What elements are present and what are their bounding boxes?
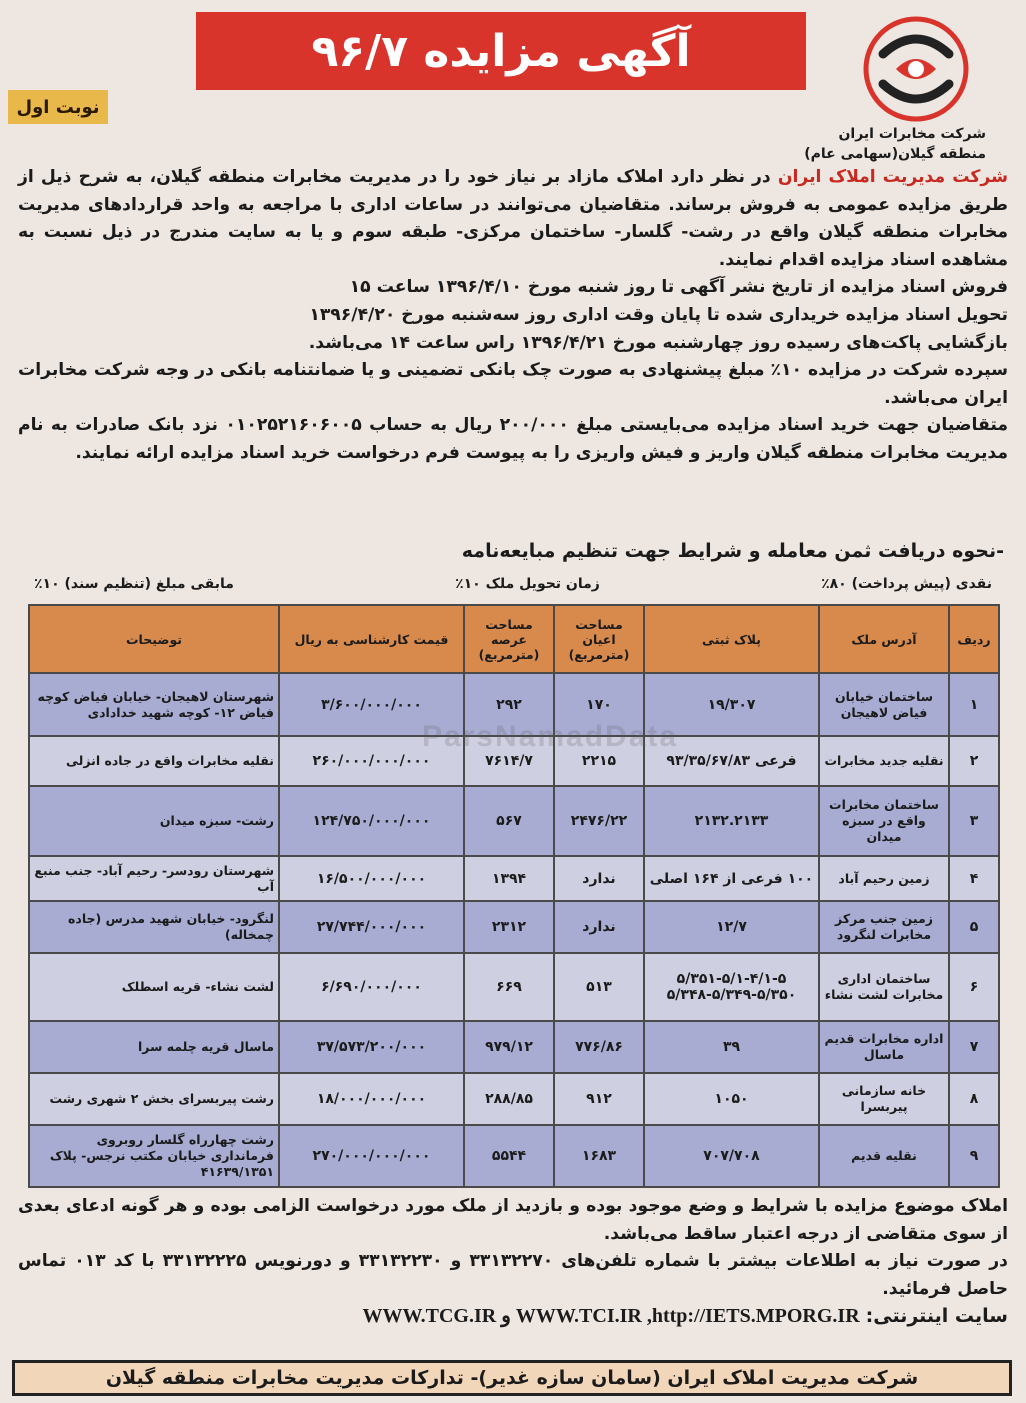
header-cell: آدرس ملک [819,605,949,673]
deposit-terms: سپرده شرکت در مزایده ۱۰٪ مبلغ پیشنهادی به صورت چک بانکی تضمینی و یا ضمانتنامه بانکی در وجه شرکت مخابرات ایران می‌باشد. [18,360,1008,408]
term-delivery: زمان تحویل ملک ۱۰٪ [455,576,600,592]
property-address: اداره مخابرات قدیم ماسال [819,1021,949,1073]
company-highlight: شرکت مدیریت املاک ایران [777,167,1009,187]
property-address: نقلیه جدید مخابرات [819,736,949,786]
registry-plate: ۱۲/۷ [644,901,819,953]
description: ماسال قریه چلمه سرا [29,1021,279,1073]
expert-price: ۳۷/۵۷۳/۲۰۰/۰۰۰ [279,1021,464,1073]
header-cell: قیمت کارشناسی به ریال [279,605,464,673]
company-region: منطقه گیلان(سهامی عام) [804,146,986,162]
property-address: ساختمان اداری مخابرات لشت نشاء [819,953,949,1021]
issuer-banner: شرکت مدیریت املاک ایران (سامان سازه غدیر)- تدارکات مدیریت مخابرات منطقه گیلان [12,1360,1012,1396]
registry-plate: ۱۹/۳۰۷ [644,673,819,736]
table-row [29,1021,999,1073]
building-area: ۹۱۲ [554,1073,644,1125]
property-address: نقلیه قدیم [819,1125,949,1187]
property-address: زمین جنب مرکز مخابرات لنگرود [819,901,949,953]
round-badge: نوبت اول [8,90,108,124]
building-area: ۱۶۸۳ [554,1125,644,1187]
table-row [29,856,999,901]
header-cell: مساحت عرصه (مترمربع) [464,605,554,673]
intro-text [18,164,1008,468]
tci-logo-icon [861,14,971,124]
payment-terms [34,576,992,598]
intro-paragraph-1-rest: در نظر دارد املاک مازاد بر نیاز خود را در مدیریت مخابرات منطقه گیلان، به شرح ذیل از طریق مزایده عمومی به فروش برساند. متقاضیان می‌توانند در ساعات اداری با مراجعه به واحد قراردادهای مدیریت مخابرات منطقه گیلان واقع در رشت- گلسار- ساختمان مرکزی- طبقه سوم و یا به سایت مندرج در ذیل نسبت به مشاهده اسناد مزایده اقدام نمایند. [18,167,1008,270]
term-remaining: مابقی مبلغ (تنظیم سند) ۱۰٪ [34,576,234,592]
table-row [29,901,999,953]
intro-paragraph-1 [18,164,1008,274]
ad-title: آگهی مزایده ۹۶/۷ [196,12,806,90]
table-row [29,786,999,856]
header-cell: پلاک ثبتی [644,605,819,673]
registry-plate: ۵/۳۵۱-۵/۱-۴/۱-۵ ۵/۳۴۸-۵/۳۴۹-۵/۳۵۰ [644,953,819,1021]
land-area: ۵۵۴۴ [464,1125,554,1187]
land-area: ۵۶۷ [464,786,554,856]
registry-plate: ۲۱۳۲.۲۱۳۳ [644,786,819,856]
row-number: ۴ [949,856,999,901]
expert-price: ۶/۶۹۰/۰۰۰/۰۰۰ [279,953,464,1021]
row-number: ۲ [949,736,999,786]
term-cash: نقدی (پیش پرداخت) ۸۰٪ [821,576,992,592]
row-number: ۶ [949,953,999,1021]
building-area: ۷۷۶/۸۶ [554,1021,644,1073]
building-area: ۲۲۱۵ [554,736,644,786]
company-logo-block [804,14,986,164]
opening-date: بازگشایی پاکت‌های رسیده روز چهارشنبه مورخ ۱۳۹۶/۴/۲۱ راس ساعت ۱۴ می‌باشد. [308,332,1008,353]
registry-plate: ۱۰۵۰ [644,1073,819,1125]
expert-price: ۱۸/۰۰۰/۰۰۰/۰۰۰ [279,1073,464,1125]
registry-plate: ۷۰۷/۷۰۸ [644,1125,819,1187]
registry-plate: فرعی ۹۳/۳۵/۶۷/۸۳ [644,736,819,786]
building-area: ندارد [554,856,644,901]
row-number: ۱ [949,673,999,736]
properties-table [28,604,1000,1188]
watermark: ParsNamadData [421,720,679,753]
sale-period: فروش اسناد مزایده از تاریخ نشر آگهی تا روز شنبه مورخ ۱۳۹۶/۴/۱۰ ساعت ۱۵ [349,277,1008,298]
description: رشت- سبزه میدان [29,786,279,856]
expert-price: ۲۶۰/۰۰۰/۰۰۰/۰۰۰ [279,736,464,786]
description: رشت چهارراه گلسار روبروی فرمانداری خیابان مکتب نرجس- پلاک ۴۱۶۳۹/۱۳۵۱ [29,1125,279,1187]
table-header-row [29,605,999,673]
description: لشت نشاء- قریه اسطلک [29,953,279,1021]
building-area: ۱۷۰ [554,673,644,736]
expert-price: ۱۶/۵۰۰/۰۰۰/۰۰۰ [279,856,464,901]
table-row [29,1125,999,1187]
building-area: ندارد [554,901,644,953]
table-row [29,953,999,1021]
submission-deadline: تحویل اسناد مزایده خریداری شده تا پایان وقت اداری روز سه‌شنبه مورخ ۱۳۹۶/۴/۲۰ [309,304,1008,325]
land-area: ۲۹۲ [464,673,554,736]
expert-price: ۲۷۰/۰۰۰/۰۰۰/۰۰۰ [279,1125,464,1187]
land-area: ۱۳۹۴ [464,856,554,901]
registry-plate: ۳۹ [644,1021,819,1073]
building-area: ۵۱۳ [554,953,644,1021]
header-cell: مساحت اعیان (مترمربع) [554,605,644,673]
description: شهرستان لاهیجان- خیابان فیاض کوچه فیاض ۱۲- کوچه شهید خدادادی [29,673,279,736]
row-number: ۸ [949,1073,999,1125]
row-number: ۵ [949,901,999,953]
description: نقلیه مخابرات واقع در جاده انزلی [29,736,279,786]
purchase-instructions: متقاضیان جهت خرید اسناد مزایده می‌بایستی مبلغ ۲۰۰/۰۰۰ ریال به حساب ۰۱۰۲۵۲۱۶۰۶۰۰۵ نزد بانک صادرات به نام مدیریت مخابرات منطقه گیلان واریز و فیش واریزی را به پیوست فرم درخواست خرید اسناد مزایده ارائه نمایند. [18,415,1008,463]
land-area: ۶۶۹ [464,953,554,1021]
contact-info: در صورت نیاز به اطلاعات بیشتر با شماره تلفن‌های ۳۳۱۳۲۲۷۰ و ۳۳۱۳۲۲۳۰ و دورنویس ۳۳۱۳۲۲۲۵ با کد ۰۱۳ تماس حاصل فرمائید. [18,1251,1008,1299]
header-cell: ردیف [949,605,999,673]
expert-price: ۳/۶۰۰/۰۰۰/۰۰۰ [279,673,464,736]
conditions-title: -نحوه دریافت ثمن معامله و شرایط جهت تنظیم مبایعه‌نامه [461,540,1004,562]
row-number: ۷ [949,1021,999,1073]
header-cell: توضیحات [29,605,279,673]
expert-price: ۲۷/۷۴۴/۰۰۰/۰۰۰ [279,901,464,953]
property-address: ساختمان خیابان فیاض لاهیجان [819,673,949,736]
description: رشت پیربسرای بخش ۲ شهری رشت [29,1073,279,1125]
description: شهرستان رودسر- رحیم آباد- جنب منبع آب [29,856,279,901]
website-links[interactable]: WWW.TCG.IR و WWW.TCI.IR ,http://IETS.MPORG.IR [362,1305,860,1327]
land-area: ۲۸۸/۸۵ [464,1073,554,1125]
property-address: ساختمان مخابرات واقع در سبزه میدان [819,786,949,856]
website-row [18,1303,1008,1332]
condition-note: املاک موضوع مزایده با شرایط و وضع موجود بوده و بازدید از ملک مورد درخواست الزامی بوده و هر گونه ادعای بعدی از سوی متقاضی از درجه اعتبار ساقط می‌باشد. [18,1196,1008,1244]
description: لنگرود- خیابان شهید مدرس (جاده چمخاله) [29,901,279,953]
land-area: ۹۷۹/۱۲ [464,1021,554,1073]
property-address: زمین رحیم آباد [819,856,949,901]
land-area: ۷۶۱۴/۷ [464,736,554,786]
building-area: ۲۴۷۶/۲۲ [554,786,644,856]
land-area: ۲۳۱۲ [464,901,554,953]
row-number: ۳ [949,786,999,856]
table-row [29,1073,999,1125]
footer-text [18,1193,1008,1332]
website-label: سایت اینترنتی: [865,1305,1008,1327]
company-name: شرکت مخابرات ایران [838,126,986,142]
expert-price: ۱۲۴/۷۵۰/۰۰۰/۰۰۰ [279,786,464,856]
row-number: ۹ [949,1125,999,1187]
property-address: خانه سازمانی پیربسرا [819,1073,949,1125]
registry-plate: ۱۰۰ فرعی از ۱۶۴ اصلی [644,856,819,901]
